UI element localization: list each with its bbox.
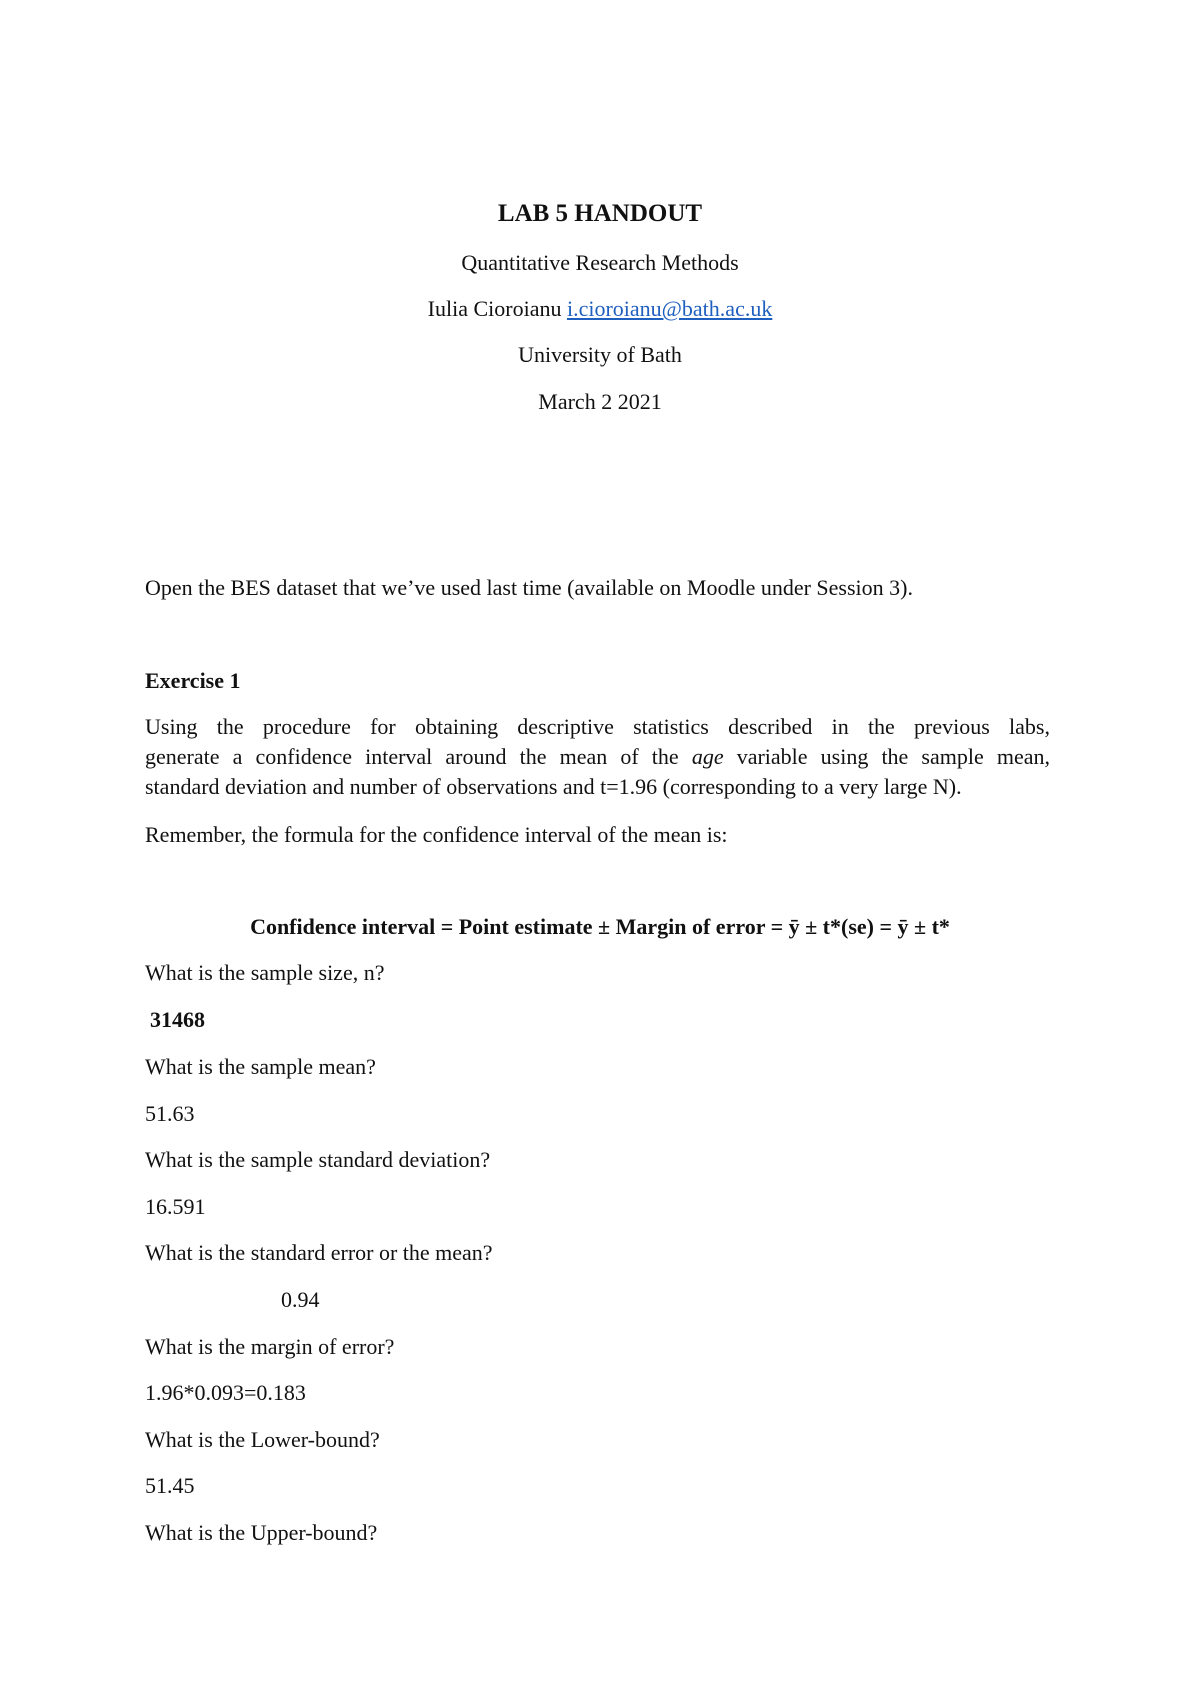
exercise-paragraph-line-3: standard deviation and number of observations and t=1.96 (corresponding to a very large N). bbox=[145, 774, 962, 799]
exercise-paragraph-line-1: Using the procedure for obtaining descriptive statistics described in the previous labs, bbox=[145, 714, 1050, 739]
age-variable-name: age bbox=[691, 744, 724, 769]
question-sample-size: What is the sample size, n? bbox=[145, 960, 385, 985]
exercise-heading: Exercise 1 bbox=[145, 668, 241, 693]
question-lower-bound: What is the Lower-bound? bbox=[145, 1427, 380, 1452]
exercise-paragraph-line-2: generate a confidence interval around the mean of the age variable using the sample mean, bbox=[145, 744, 1051, 769]
question-standard-error: What is the standard error or the mean? bbox=[145, 1240, 493, 1265]
author-name: Iulia Cioroianu bbox=[427, 296, 562, 321]
document-date: March 2 2021 bbox=[538, 389, 662, 414]
exercise-paragraph bbox=[145, 712, 1050, 802]
ci-formula: Confidence interval = Point estimate ± Margin of error = ȳ ± t*(se) = ȳ ± t* bbox=[250, 914, 950, 939]
document-title: LAB 5 HANDOUT bbox=[497, 200, 703, 227]
answer-sample-size: 31468 bbox=[150, 1007, 205, 1032]
author-line bbox=[0, 294, 1200, 324]
answer-sample-mean: 51.63 bbox=[145, 1101, 195, 1126]
remember-text: Remember, the formula for the confidence interval of the mean is: bbox=[145, 822, 728, 847]
answer-lower-bound: 51.45 bbox=[145, 1473, 195, 1498]
author-email-link[interactable]: i.cioroianu@bath.ac.uk bbox=[566, 296, 773, 321]
course-name: Quantitative Research Methods bbox=[461, 250, 739, 275]
question-sample-mean: What is the sample mean? bbox=[145, 1054, 376, 1079]
question-standard-deviation: What is the sample standard deviation? bbox=[145, 1147, 491, 1172]
question-margin-of-error: What is the margin of error? bbox=[145, 1334, 395, 1359]
answer-standard-deviation: 16.591 bbox=[145, 1194, 206, 1219]
answer-margin-of-error: 1.96*0.093=0.183 bbox=[145, 1380, 306, 1405]
question-upper-bound: What is the Upper-bound? bbox=[145, 1520, 378, 1545]
institution: University of Bath bbox=[518, 342, 682, 367]
intro-text: Open the BES dataset that we’ve used last time (available on Moodle under Session 3). bbox=[145, 575, 913, 600]
answer-standard-error: 0.94 bbox=[281, 1287, 320, 1312]
